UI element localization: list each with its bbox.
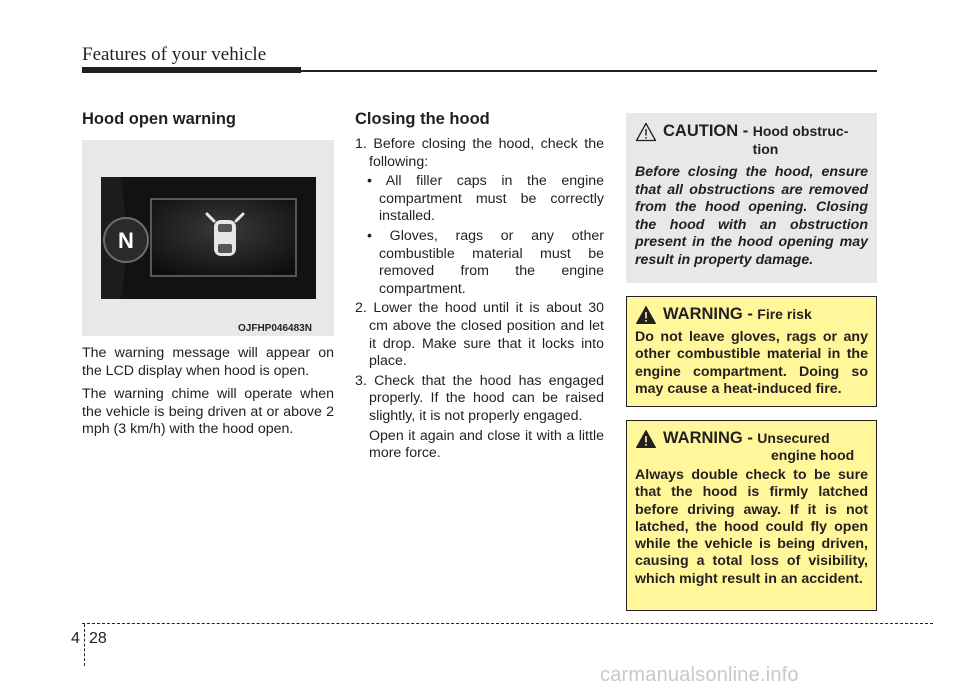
warning-hood-topic-line2: engine hood — [771, 447, 855, 463]
warning-triangle-filled-icon — [635, 429, 657, 449]
closing-check-bullet-2: • Gloves, rags or any other combustible material must be removed from the engine compartment. — [367, 227, 604, 297]
footer-rule — [82, 623, 933, 624]
closing-step-2: 2. Lower the hood until it is about 30 cm above the closed position and let it drop. Make sure that it locks into place. — [355, 300, 604, 370]
caution-label: CAUTION - — [663, 122, 749, 140]
footer-page-number: 28 — [89, 630, 107, 647]
warning-hood-topic-line1: Unsecured — [757, 430, 830, 446]
warning-triangle-filled-icon — [635, 305, 657, 325]
header-rule-thin — [301, 70, 877, 72]
hood-warning-paragraph-1: The warning message will appear on the LCD display when hood is open. — [82, 345, 334, 379]
closing-check-bullet-1: • All filler caps in the engine compartment must be correctly installed. — [367, 173, 604, 225]
warning-box-fire-risk — [626, 296, 877, 407]
caution-topic-line1: Hood obstruc- — [752, 123, 849, 139]
section-heading-hood-open-warning: Hood open warning — [82, 110, 236, 128]
warning-fire-heading — [635, 305, 868, 325]
cluster-lcd-graphic — [101, 177, 316, 299]
middle-column — [355, 110, 604, 463]
footer-divider — [84, 624, 85, 666]
warning-hood-heading — [635, 429, 868, 449]
warning-hood-body: Always double check to be sure that the hood is firmly latched before driving away. If it is not latched, the hood could fly open while the vehicle is being driven, causing a total loss of visibility, which might result in an accident. — [635, 467, 868, 587]
closing-step-3-followup: Open it again and close it with a little more force. — [369, 427, 604, 462]
caution-box-hood-obstruction — [626, 113, 877, 283]
page-header-title: Features of your vehicle — [82, 44, 267, 65]
figure-caption: OJFHP046483N — [238, 323, 312, 334]
closing-step-1: 1. Before closing the hood, check the following: — [355, 136, 604, 170]
warning-fire-label: WARNING - — [663, 305, 753, 323]
section-heading-closing-the-hood: Closing the hood — [355, 110, 490, 128]
cluster-lcd-illustration — [101, 177, 316, 299]
left-column-body — [82, 345, 334, 445]
hood-warning-paragraph-2: The warning chime will operate when the vehicle is being driven at or above 2 mph (3 km/h) with the hood open. — [82, 386, 334, 438]
header-rule-thick — [82, 67, 301, 73]
warning-fire-topic: Fire risk — [757, 306, 812, 322]
warning-box-unsecured-hood — [626, 420, 877, 611]
caution-heading — [635, 122, 868, 142]
left-column-heading-wrap — [82, 110, 334, 129]
site-watermark: carmanualsonline.info — [600, 664, 799, 686]
warning-hood-label: WARNING - — [663, 429, 753, 447]
footer-chapter-number: 4 — [71, 630, 80, 647]
caution-topic-line2: tion — [752, 141, 779, 157]
closing-step-3: 3. Check that the hood has engaged properly. If the hood can be raised slightly, it is not properly engaged. — [355, 372, 604, 424]
caution-triangle-outline-icon — [635, 122, 657, 142]
closing-steps-list — [355, 136, 604, 463]
gear-indicator-letter: N — [118, 228, 134, 253]
warning-fire-body: Do not leave gloves, rags or any other combustible material in the engine compartment. Doing so may cause a heat-induced fire. — [635, 329, 868, 397]
caution-body: Before closing the hood, ensure that all obstructions are removed from the hood opening. Closing the hood with an obstruction present in the hood opening may result in property damage. — [635, 164, 868, 268]
